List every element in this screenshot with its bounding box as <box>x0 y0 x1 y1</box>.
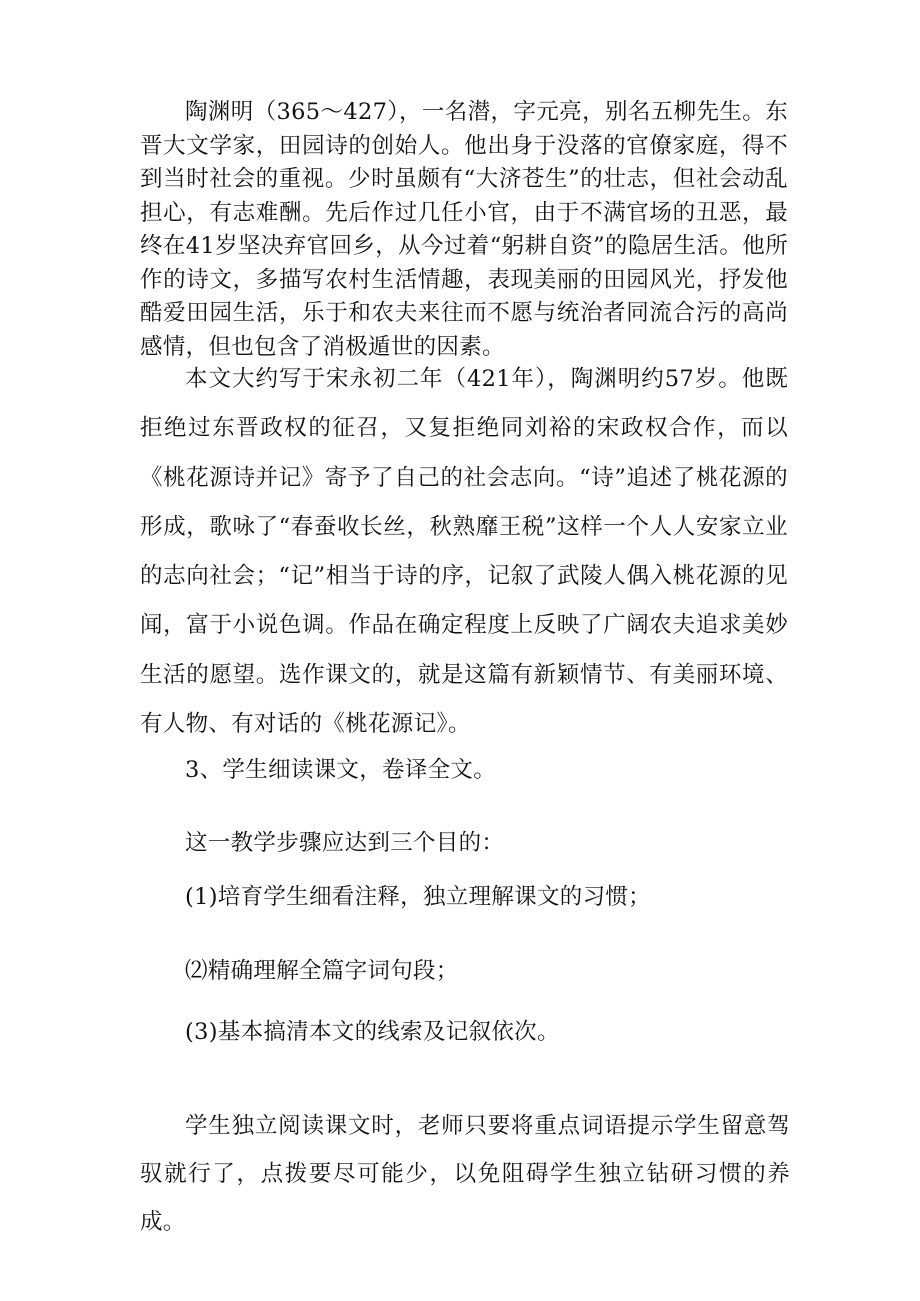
paragraph-step-heading: 3、学生细读课文，卷译全文。 <box>185 757 497 783</box>
paragraph-goal-1: (1)培育学生细看注释，独立理解课文的习惯； <box>185 884 651 910</box>
paragraph-background: 本文大约写于宋永初二年（421年），陶渊明约57岁。他既拒绝过东晋政权的征召，又复拒绝同刘裕的宋政权合作，而以《桃花源诗并记》寄予了自己的社会志向。“诗”追述了桃花源的形成，歌咏了“春蚕收长丝，秋熟靡王税”这样一个人人安家立业的志向社会；“记”相当于诗的序，记叙了武陵人偶入桃花源的见闻，富于小说色调。作品在确定程度上反映了广阔农夫追求美妙生活的愿望。选作课文的，就是这篇有新颖情节、有美丽环境、有人物、有对话的《桃花源记》。 <box>140 366 788 738</box>
paragraph-goal-3: (3)基本搞清本文的线索及记叙依次。 <box>185 1019 560 1045</box>
paragraph-goals-intro: 这一教学步骤应达到三个目的： <box>185 830 505 856</box>
paragraph-author-bio: 陶渊明（365～427），一名潜，字元亮，别名五柳先生。东晋大文学家，田园诗的创始人。他出身于没落的官僚家庭，得不到当时社会的重视。少时虽颇有“大济苍生”的壮志，但社会动乱担心，有志难酬。先后作过几任小官，由于不满官场的丑恶，最终在41岁坚决弃官回乡，从今过着“躬耕自资”的隐居生活。他所作的诗文，多描写农村生活情趣，表现美丽的田园风光，抒发他酷爱田园生活，乐于和农夫来往而不愿与统治者同流合污的高尚感情，但也包含了消极遁世的因素。 <box>140 99 788 360</box>
paragraph-goal-2: ⑵精确理解全篇字词句段； <box>185 958 459 984</box>
paragraph-teacher-guidance: 学生独立阅读课文时，老师只要将重点词语提示学生留意驾驭就行了，点拨要尽可能少，以免阻碍学生独立钻研习惯的养成。 <box>140 1113 790 1235</box>
